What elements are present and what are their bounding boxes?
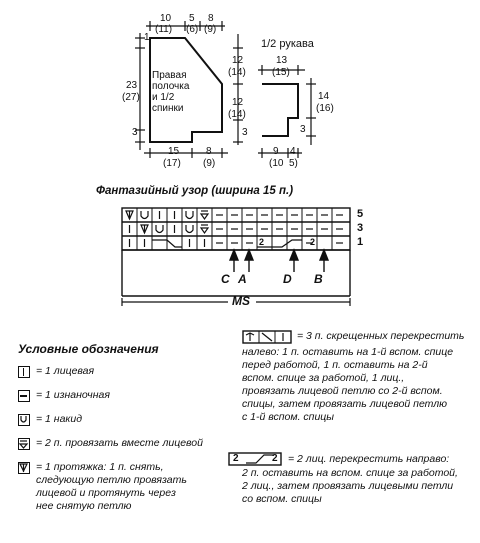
cross-right-line-1: = 2 лиц. перекрестить направо: [288, 453, 450, 465]
chart-inner-label-right: 2 [310, 237, 316, 247]
sleeve-dim-right: 14 [318, 91, 330, 102]
front-label-line-4: спинки [152, 103, 184, 114]
dim-bottom-right-alt: (9) [203, 158, 216, 169]
front-label-line-3: и 1/2 [152, 92, 175, 103]
sleeve-outline [262, 84, 298, 136]
cross-left-line-1: = 3 п. скрещенных перекрестить [297, 330, 465, 342]
legend-pass-over-line-1: = 1 протяжка: 1 п. снять, [36, 461, 164, 473]
cross-left-line-2: налево: 1 п. оставить на 1-й вспом. спице [242, 346, 454, 358]
row-number-1: 1 [357, 236, 364, 248]
legend-yarn-over-text: = 1 накид [36, 413, 83, 425]
dim-right-lower-alt: (14) [228, 109, 246, 120]
dim-left-main-alt: (27) [122, 92, 140, 103]
k2tog-symbol-icon [18, 438, 30, 450]
dim-top-right-alt: (9) [204, 24, 217, 35]
pass-over-symbol-icon [18, 462, 30, 474]
cross-left-line-6: спицы, затем провязать лицевой петлю [242, 398, 448, 410]
marker-c: C [221, 272, 230, 286]
legend-k2tog-text: = 2 п. провязать вместе лицевой [36, 437, 203, 449]
legend-pass-over-text [36, 461, 187, 513]
cross-left-line-3: перед работой, 1 п. оставить на 2-й [242, 359, 428, 371]
dim-right-upper-alt: (14) [228, 67, 246, 78]
sleeve-dim-top: 13 [276, 55, 288, 66]
row-number-5: 5 [357, 208, 364, 220]
sleeve-title: 1/2 рукава [261, 38, 314, 50]
pattern-schematic [0, 0, 480, 180]
knit-symbol-icon [18, 366, 30, 378]
cross-right-line-3: 2 лиц., затем провязать лицевыми петли [242, 480, 454, 492]
legend-title: Условные обозначения [18, 342, 159, 356]
sleeve-dim-bottom-left-alt: (10 [269, 158, 284, 169]
chart-inner-label-left: 2 [259, 237, 265, 247]
cross-right-line-4: со вспом. спицы [242, 493, 322, 505]
cross-right-symbol-label-right: 2 [272, 453, 278, 464]
dim-right-upper: 12 [232, 55, 244, 66]
marker-d: D [283, 272, 292, 286]
legend-pass-over-line-2: следующую петлю провязать [36, 474, 187, 486]
row-number-3: 3 [357, 222, 364, 234]
dim-left-bottom: 3 [132, 127, 138, 138]
legend-cross-right-text [288, 453, 449, 466]
purl-symbol-icon [18, 390, 30, 402]
cross-left-line-4: вспом. спице за работой, 1 лиц., [242, 372, 405, 384]
cross-right-symbol-label-left: 2 [233, 453, 239, 464]
sleeve-dim-right-bottom: 3 [300, 124, 306, 135]
dim-top-mid: 5 [189, 13, 195, 24]
dim-right-lower: 12 [232, 97, 244, 108]
legend-cross-left-text [297, 330, 464, 343]
legend-purl-text: = 1 изнаночная [36, 389, 110, 401]
dim-top-left-alt: (11) [155, 24, 173, 35]
legend-cross-right-body [242, 467, 458, 506]
yarn-over-symbol-icon [18, 414, 30, 426]
legend-cross-left-body [242, 346, 453, 424]
dim-left-main: 23 [126, 80, 138, 91]
dim-top-right: 8 [208, 13, 214, 24]
sleeve-dim-bottom-right-alt: 5) [289, 158, 298, 169]
front-piece-label [152, 70, 212, 114]
sleeve-dim-bottom-left: 9 [273, 146, 279, 157]
dim-right-bottom: 3 [242, 127, 248, 138]
legend-pass-over-line-3: лицевой и протянуть через [36, 487, 176, 499]
cross-right-line-2: 2 п. оставить на вспом. спице за работой, [242, 467, 458, 479]
cross-left-line-7: с 1-й вспом. спицы [242, 411, 335, 423]
dim-bottom-left: 15 [168, 146, 180, 157]
dim-top-mid-alt: (6) [186, 24, 199, 35]
marker-a: A [238, 272, 247, 286]
cross-left-line-5: провязать лицевой петлю со 2-й вспом. [242, 385, 443, 397]
sleeve-dim-top-alt: (15) [272, 67, 290, 78]
dim-bottom-right: 8 [206, 146, 212, 157]
cross-left-symbol-icon [242, 330, 294, 344]
marker-b: B [314, 272, 323, 286]
front-label-line-1: Правая [152, 70, 187, 81]
dim-bottom-left-alt: (17) [163, 158, 181, 169]
sleeve-dim-bottom-right: 4 [290, 146, 296, 157]
front-label-line-2: полочка [152, 81, 190, 92]
sleeve-dim-right-alt: (16) [316, 103, 334, 114]
dim-top-left: 10 [160, 13, 172, 24]
chart-title: Фантазийный узор (ширина 15 п.) [96, 185, 294, 197]
ms-label: MS [232, 294, 250, 308]
legend-pass-over-line-4: нее снятую петлю [36, 500, 132, 512]
legend-knit-text: = 1 лицевая [36, 365, 95, 377]
dim-left-top: 1 [144, 32, 150, 43]
